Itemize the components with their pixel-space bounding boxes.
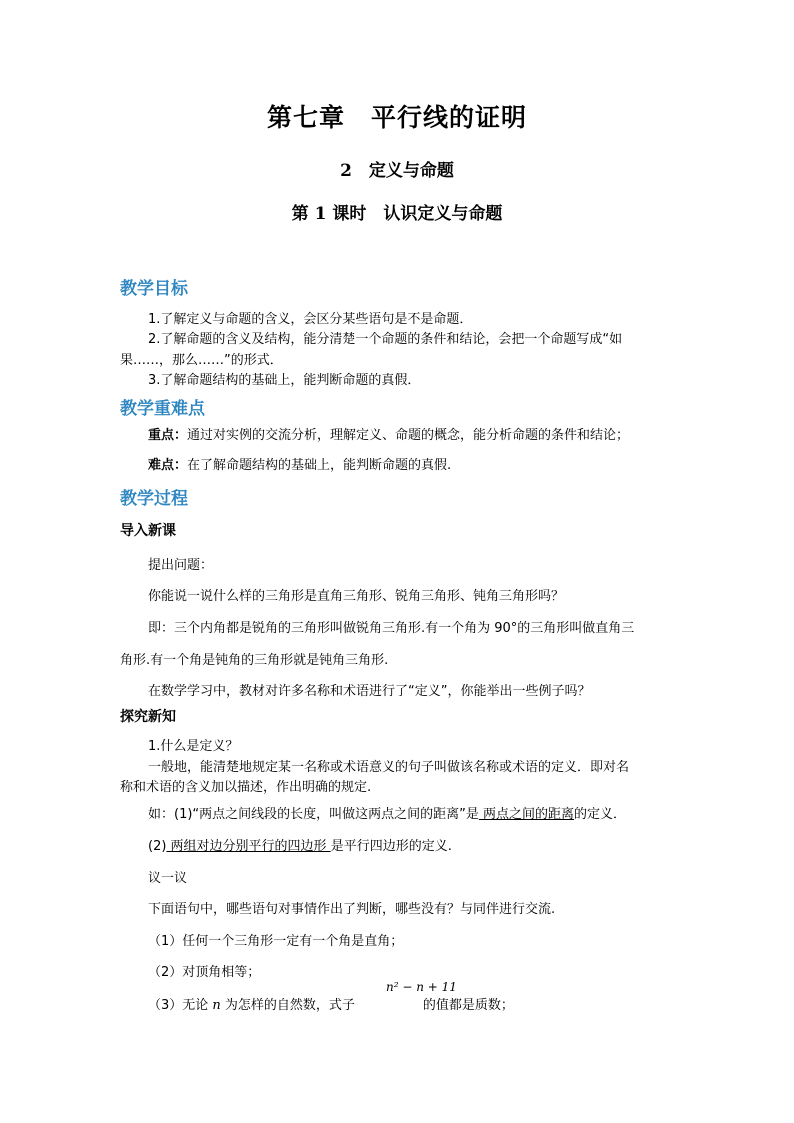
- example-1-blank: 两点之间的距离: [478, 807, 575, 822]
- chapter-title: 第七章 平行线的证明: [266, 103, 527, 132]
- difficult-label: 难点：: [148, 458, 188, 473]
- key-point-line: [148, 426, 629, 446]
- process-heading: 教学过程: [120, 489, 188, 509]
- statement-1: （1）任何一个三角形一定有一个角是直角；: [148, 934, 404, 949]
- example-2-prefix: (2): [148, 839, 167, 854]
- example-1-suffix: 的定义．: [574, 807, 627, 822]
- intro-heading: 导入新课: [120, 523, 176, 539]
- goals-heading: 教学目标: [120, 279, 188, 299]
- answer-line-1: 即：三个内角都是锐角的三角形叫做锐角三角形.有一个角为 90°的三角形叫做直角三: [148, 621, 635, 636]
- statement-3: [148, 996, 514, 1016]
- variable-n: n: [212, 998, 221, 1013]
- explore-heading: 探究新知: [120, 709, 176, 725]
- difficult-point-line: [148, 456, 451, 476]
- discuss-heading: 议一议: [148, 871, 188, 886]
- definition-line-2: 称和术语的含义加以描述，作出明确的规定.: [120, 780, 372, 795]
- statement-3-suffix: 的值都是质数；: [422, 998, 514, 1013]
- example-2-suffix: 是平行四边形的定义.: [330, 839, 452, 854]
- discuss-text: 下面语句中，哪些语句对事情作出了判断，哪些没有？与同伴进行交流.: [148, 902, 556, 917]
- question-label: 提出问题：: [148, 558, 214, 573]
- statement-3-prefix: （3）无论: [148, 998, 213, 1013]
- definition-line-1: 一般地，能清楚地规定某一名称或术语意义的句子叫做该名称或术语的定义．即对名: [148, 760, 630, 775]
- difficult-text: 在了解命题结构的基础上，能判断命题的真假.: [187, 458, 452, 473]
- transition-text: 在数学学习中，教材对许多名称和术语进行了“定义”，你能举出一些例子吗？: [148, 684, 591, 699]
- example-2: [148, 837, 452, 857]
- goal-item-2-line-2: 果……，那么……”的形式．: [120, 353, 283, 368]
- example-1-prefix: 如：(1)“两点之间线段的长度，叫做这两点之间的距离”是: [148, 807, 479, 822]
- goal-item-2-line-1: 2.了解命题的含义及结构，能分清楚一个命题的条件和结论，会把一个命题写成“如: [148, 332, 623, 347]
- key-text: 通过对实例的交流分析，理解定义、命题的概念，能分析命题的条件和结论；: [187, 428, 630, 443]
- goal-item-1: 1.了解定义与命题的含义，会区分某些语句是不是命题．: [148, 312, 473, 327]
- question-text: 你能说一说什么样的三角形是直角三角形、锐角三角形、钝角三角形吗？: [148, 589, 565, 604]
- section-title: 2 定义与命题: [340, 161, 454, 181]
- example-2-blank: 两组对边分别平行的四边形: [166, 839, 331, 854]
- statement-3-middle: 为怎样的自然数，式子: [220, 998, 355, 1013]
- statement-2: （2）对顶角相等；: [148, 965, 261, 980]
- lesson-title: 第 1 课时 认识定义与命题: [291, 204, 503, 224]
- key-points-heading: 教学重难点: [120, 399, 205, 419]
- key-label: 重点：: [148, 428, 188, 443]
- formula-expression: n² − n + 11: [386, 980, 457, 994]
- answer-line-2: 角形.有一个角是钝角的三角形就是钝角三角形.: [120, 653, 389, 668]
- definition-question: 1.什么是定义？: [148, 739, 239, 754]
- example-1: [148, 805, 626, 825]
- goal-item-3: 3.了解命题结构的基础上，能判断命题的真假．: [148, 373, 421, 388]
